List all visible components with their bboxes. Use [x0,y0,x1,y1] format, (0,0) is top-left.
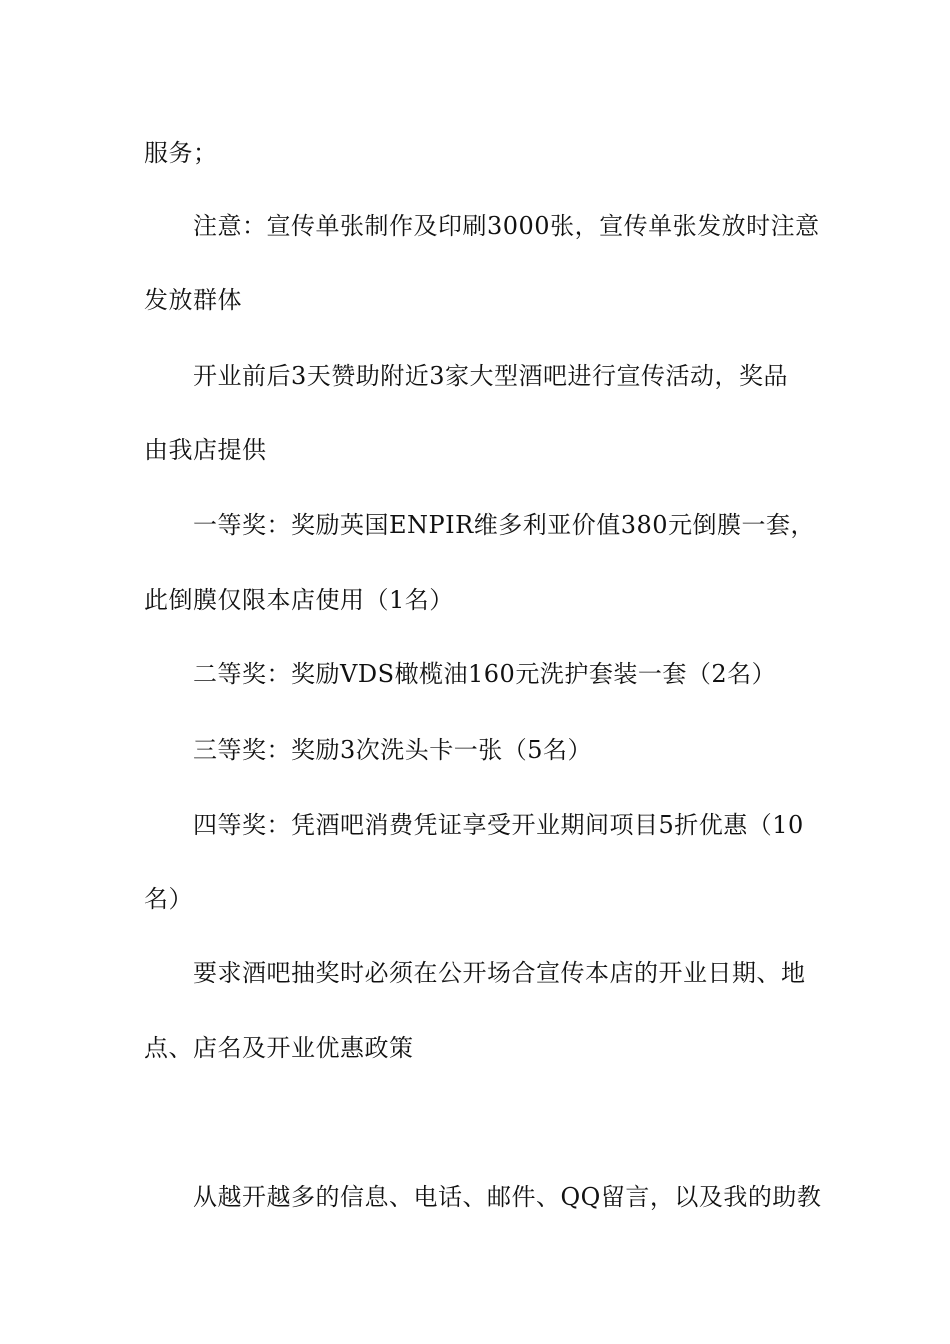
text-line-feedback: 从越开越多的信息、电话、邮件、QQ留言，以及我的助教 [193,1183,822,1211]
text-line-second-prize: 二等奖：奖励VDS橄榄油160元洗护套装一套（2名） [193,660,777,688]
text-line-first-prize: 一等奖：奖励英国ENPIR维多利亚价值380元倒膜一套， [193,511,816,539]
text-line-note: 注意：宣传单张制作及印刷3000张，宣传单张发放时注意 [193,212,820,240]
text-line-requirement-cont: 点、店名及开业优惠政策 [144,1034,414,1062]
text-line-sponsor-cont: 由我店提供 [144,436,267,464]
text-line-fourth-prize: 四等奖：凭酒吧消费凭证享受开业期间项目5折优惠（10 [193,811,804,839]
text-line-requirement: 要求酒吧抽奖时必须在公开场合宣传本店的开业日期、地 [193,959,806,987]
text-line-services: 服务； [144,139,218,167]
text-line-third-prize: 三等奖：奖励3次洗头卡一张（5名） [193,736,593,764]
text-line-fourth-prize-cont: 名） [144,885,193,913]
text-line-sponsor: 开业前后3天赞助附近3家大型酒吧进行宣传活动，奖品 [193,362,789,390]
text-line-first-prize-cont: 此倒膜仅限本店使用（1名） [144,586,454,614]
text-line-note-cont: 发放群体 [144,286,242,314]
